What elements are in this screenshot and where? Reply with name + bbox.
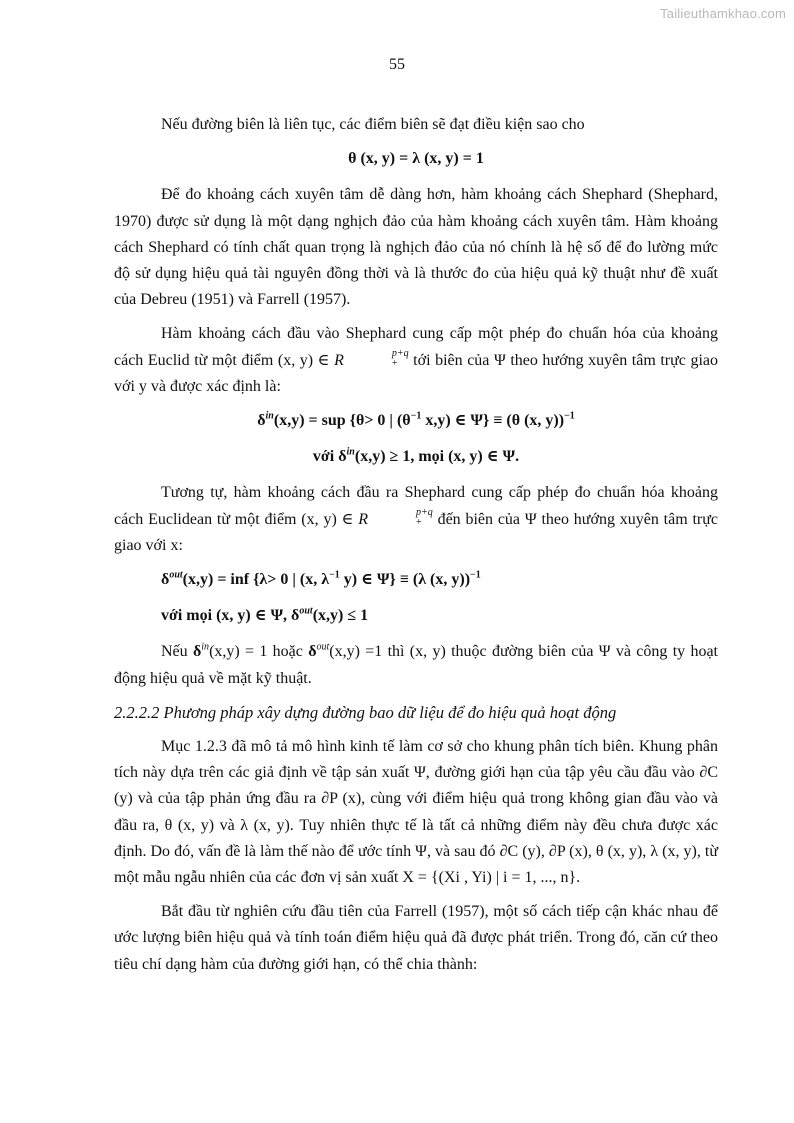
eq4-inverse-exp: −1 [329, 569, 340, 581]
eq3-pre: với δ [312, 448, 347, 466]
delta-symbol-2: δ [161, 571, 170, 589]
p4-text-before: Tương tự, hàm khoảng cách đầu ra Shephard cung cấp phép đo chuẩn hóa khoảng cách Euclidean từ một điểm (x, y) ∈ [114, 484, 718, 528]
set-r-symbol-2: R [358, 510, 369, 528]
paragraph-2: Để đo khoảng cách xuyên tâm dễ dàng hơn, hàm khoảng cách Shephard (Shephard, 1970) được sử dụng là một dạng nghịch đảo của hàm khoảng cách xuyên tâm. Hàm khoảng cách Shephard có tính chất quan trọng là nghịch đảo của nó chính là hệ số để đo lường mức độ sử dụng hiệu quả tài nguyên đồng thời và là thước đo của hiệu quả kỹ thuật như đề xuất của Debreu (1951) và Farrell (1957). [114, 186, 718, 309]
delta-superscript: in [265, 410, 274, 422]
paragraph-3 [114, 321, 718, 400]
eq5-post: (x,y) ≤ 1 [312, 607, 369, 625]
p4-text-after: đến biên của Ψ theo hướng xuyên tâm trực giao với x: [114, 510, 718, 554]
eq5-superscript: out [299, 605, 313, 617]
section-heading: 2.2.2.2 Phương pháp xây dựng đường bao dữ liệu để đo hiệu quả hoạt động [114, 702, 617, 722]
paragraph-5 [114, 639, 718, 691]
p5-c: (x,y) =1 thì (x, y) thuộc đường biên của Ψ và công ty hoạt động hiệu quả về mặt kỹ thuật. [114, 643, 719, 687]
eq2-inverse-exp-2: −1 [564, 410, 575, 422]
eq2-rest: x,y) ∈ Ψ} ≡ (θ (x, y)) [421, 412, 565, 430]
set-r-subscript: + [391, 357, 398, 369]
eq2-inverse-exp: −1 [410, 410, 422, 422]
eq4-rest: y) ∈ Ψ} ≡ (λ (x, y)) [339, 571, 471, 589]
equation-input-condition [114, 444, 718, 470]
paragraph-4 [114, 480, 718, 559]
p5-a: Nếu [161, 643, 193, 661]
paragraph-7: Bắt đầu từ nghiên cứu đầu tiên của Farrell (1957), một số cách tiếp cận khác nhau để ước lượng biên hiệu quả và tính toán điểm hiệu quả đã được phát triển. Trong đó, căn cứ theo tiêu chí dạng hàm của đường giới hạn, có thể chia thành: [114, 903, 718, 973]
set-r-subscript-2: + [416, 516, 422, 528]
p5-delta-in-sup: in [201, 642, 210, 654]
p3-text-before: Hàm khoảng cách đầu vào Shephard cung cấp một phép đo chuẩn hóa của khoảng cách Euclid từ một điểm (x, y) ∈ [114, 325, 718, 369]
document-body [114, 112, 718, 986]
eq3-post: (x,y) ≥ 1, mọi (x, y) ∈ Ψ. [354, 448, 520, 466]
equation-input-distance [114, 408, 718, 434]
delta-symbol: δ [257, 412, 266, 430]
paragraph-6: Mục 1.2.3 đã mô tả mô hình kinh tế làm cơ sở cho khung phân tích biên. Khung phân tích này dựa trên các giả định về tập sản xuất Ψ, đường giới hạn của tập yêu cầu đầu vào ∂C (y) và của tập phản ứng đầu ra ∂P (x), cùng với điểm hiệu quả trong không gian đầu vào và đầu ra, θ (x, y) và λ (x, y). Tuy nhiên thực tế là tất cả những điểm này đều chưa được xác định. Do đó, vấn đề là làm thế nào để ước tính Ψ, và sau đó ∂C (y), ∂P (x), θ (x, y), λ (x, y), từ một mẫu ngẫu nhiên của các đơn vị sản xuất X = {(Xi , Yi) | i = 1, ..., n}. [114, 738, 718, 887]
page-number: 55 [389, 56, 405, 73]
p3-text-after: tới biên của Ψ theo hướng xuyên tâm trực giao với y và được xác định là: [114, 351, 718, 395]
p5-delta-out-sup: out [316, 642, 330, 654]
set-r-superscript: p+q [391, 347, 409, 359]
equation-output-distance [161, 567, 718, 593]
set-r-scripts-2 [369, 508, 433, 528]
set-r-symbol: R [334, 351, 344, 369]
equation-output-condition [161, 603, 718, 629]
equation-theta-lambda: θ (x, y) = λ (x, y) = 1 [348, 150, 484, 168]
set-r-superscript-2: p+q [416, 506, 433, 518]
eq2-body: (x,y) = sup {θ> 0 | (θ [273, 412, 411, 430]
watermark: Tailieuthamkhao.com [660, 6, 786, 21]
p5-delta-out: δ [308, 643, 317, 661]
eq3-superscript: in [346, 446, 355, 458]
p5-b: (x,y) = 1 hoặc [209, 643, 309, 661]
eq4-body: (x,y) = inf {λ> 0 | (x, λ [182, 571, 330, 589]
set-r-scripts [345, 349, 409, 369]
eq5-pre: với mọi (x, y) ∈ Ψ, δ [161, 607, 300, 625]
paragraph-1: Nếu đường biên là liên tục, các điểm biên sẽ đạt điều kiện sao cho [161, 116, 585, 133]
eq4-inverse-exp-2: −1 [470, 569, 481, 581]
eq4-superscript: out [169, 569, 183, 581]
p5-delta-in: δ [192, 643, 202, 661]
